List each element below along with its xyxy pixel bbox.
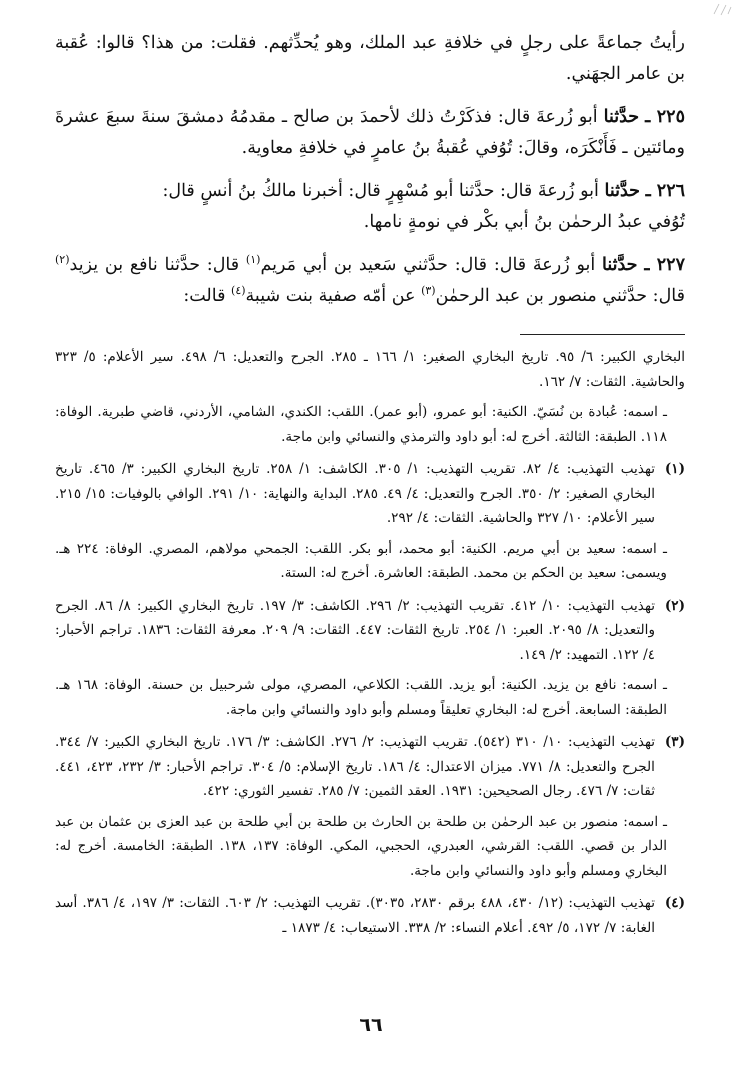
hadith-text: قالت: (183, 286, 226, 306)
footnote-marker: (٤) (664, 895, 685, 911)
hadith-text: أبو زُرعةَ قال: فذكَرْتُ ذلك لأحمدَ بن صالح ـ مقدمُهُ دمشقَ سنةَ سبعَ عشرةَ ومائتين ـ فَأَنْكَرَه، وقالَ: تُوُفي عُقبةُ بنُ عامرٍ في خلافةِ معاوية. (55, 107, 685, 158)
footnote-bio: ـ اسمه: سعيد بن أبي مريم. الكنية: أبو محمد، أبو بكر. اللقب: الجمحي مولاهم، المصري. الوفاة: ٢٢٤ هـ. ويسمى: سعيد بن الحكم بن محمد. الطبقة: العاشرة. أخرج له: الستة. (55, 540, 668, 581)
hadith-226 (55, 176, 685, 238)
footnote-ref-1[interactable]: (١) (245, 253, 261, 267)
hadith-text: أبو زُرعةَ قال: قال: حدَّثني سَعيد بن أبي مَريم (260, 255, 596, 275)
footnote-1 (55, 457, 685, 531)
page-content (55, 28, 685, 940)
hadith-keyword: حدَّثنا (604, 181, 640, 201)
footnote-divider (520, 334, 685, 335)
footnote-marker: (١) (664, 461, 685, 477)
hadith-227 (55, 250, 685, 312)
footnote-text: تهذيب التهذيب: ١٠/ ٤١٢. تقريب التهذيب: ٢/ ٢٩٦. الكاشف: ٣/ ١٩٧. تاريخ البخاري الكبير: ٨/ ٨٦. الجرح والتعديل: ٨/ ٢٠٩٥. العبر: ١/ ٢٥٤. تاريخ الثقات: ٤٤٧. الثقات: ٩/ ٢٠٩. معرفة الثقات: ١٨٣٦. تراجم الأحبار: ٤/ ١٢٢. التمهيد: ٢/ ١٤٩. (55, 597, 656, 663)
footnote-bio: ـ اسمه: منصور بن عبد الرحمٰن بن طلحة بن الحارث بن طلحة بن أبي طلحة بن عبد العزى بن عثمان بن عبد الدار بن قصي. اللقب: القرشي، العبدري، الحجبي، المكي. الوفاة: ١٣٧، ١٣٨. الطبقة: الخامسة. أخرج له: البخاري ومسلم وأبو داود والنسائي وابن ماجة. (55, 813, 667, 879)
hadith-keyword: حدَّثنا (603, 107, 640, 127)
footnote-3 (55, 730, 685, 804)
page-number: ٦٦ (359, 1014, 383, 1036)
footnote-ref-3[interactable]: (٣) (421, 284, 436, 298)
footnote-2 (55, 594, 685, 668)
hadith-text: عن أمّه صفية بنت شيبة (245, 286, 416, 306)
footnote-bio: ـ اسمه: نافع بن يزيد. الكنية: أبو يزيد. اللقب: الكلاعي، المصري، مولى شرحبيل بن حسنة. الوفاة: ١٦٨ هـ. الطبقة: السابعة. أخرج له: البخاري تعليقاً ومسلم وأبو داود والنسائي وابن ماجة. (55, 677, 667, 718)
hadith-keyword: حدَّثنا (602, 255, 638, 275)
footnote-ref-4[interactable]: (٤) (231, 284, 246, 298)
scan-mark-decoration (710, 2, 734, 16)
hadith-number: ٢٢٧ ـ (644, 255, 685, 275)
hadith-quote: تُوُفي عبدُ الرحمٰن بنُ أبي بكْر في نومةٍ نامها. (363, 212, 685, 232)
footnote-ref-2[interactable]: (٢) (55, 253, 70, 267)
footnote-marker: (٣) (664, 734, 685, 750)
hadith-number: ٢٢٦ ـ (645, 181, 685, 201)
paragraph-intro: رأيتُ جماعةً على رجلٍ في خلافةِ عبد الملك، وهو يُحدِّثهم. فقلت: من هذا؟ قالوا: عُقبة بن عامر الجهَني. (55, 33, 685, 84)
footnotes (55, 345, 685, 940)
main-text (55, 28, 685, 312)
hadith-225 (55, 102, 685, 164)
footnote-text: تهذيب التهذيب: ١٠/ ٣١٠ (٥٤٢). تقريب التهذيب: ٢/ ٢٧٦. الكاشف: ٣/ ١٧٦. تاريخ البخاري الكبير: ٧/ ٣٤٤. الجرح والتعديل: ٨/ ٧٧١. ميزان الاعتدال: ٤/ ١٨٦. تاريخ الإسلام: ٥/ ٣٠٤. تراجم الأحبار: ٣/ ٢٣٢، ٤٢٣، ٤٤١. ثقات: ٧/ ٤٧٦. رجال الصحيحين: ١٩٣١. العقد الثمين: ٧/ ٢٨٥. تفسير الثوري: ٤٢٢. (55, 734, 656, 799)
hadith-text: قال: حدَّثنا نافع بن يزيد (69, 255, 240, 275)
footnote-text: تهذيب التهذيب: ٤/ ٨٢. تقريب التهذيب: ١/ ٣٠٥. الكاشف: ١/ ٢٥٨. تاريخ البخاري الكبير: ٣/ ٤٦٥. تاريخ البخاري الصغير: ٢/ ٣٥٠. الجرح والتعديل: ٤/ ٤٩. ٢٨٥. البداية والنهاية: ١٠/ ٢٩١. الوافي بالوفيات: ١٥/ ٢١٥. سير الأعلام: ١٠/ ٣٢٧ والحاشية. الثقات: ٤/ ٢٩٢. (55, 461, 656, 526)
hadith-text: قال: حدَّثني منصور بن عبد الرحمٰن (435, 286, 685, 306)
footnote-4 (55, 891, 685, 940)
footnote-continuation: البخاري الكبير: ٦/ ٩٥. تاريخ البخاري الصغير: ١/ ١٦٦ ـ ٢٨٥. الجرح والتعديل: ٦/ ٤٩٨. سير الأعلام: ٥/ ٣٢٣ والحاشية. الثقات: ٧/ ١٦٢. (55, 349, 686, 390)
footnote-text: تهذيب التهذيب: (١٢/ ٤٣٠، ٤٨٨ برقم ٢٨٣٠، ٣٠٣٥). تقريب التهذيب: ٢/ ٦٠٣. الثقات: ٣/ ١٩٧، ٤/ ٣٨٦. أسد الغابة: ٧/ ١٧٢، ٥/ ٤٩٢. أعلام النساء: ٢/ ٣٣٨. الاستيعاب: ٤/ ١٨٧٣ ـ (55, 895, 655, 936)
footnote-marker: (٢) (664, 597, 685, 614)
footnote-bio: ـ اسمه: عُبادة بن نُسَيّ. الكنية: أبو عمرو، (أبو عمر). اللقب: الكندي، الشامي، الأردني، قاضي طبرية. الوفاة: ١١٨. الطبقة: الثالثة. أخرج له: أبو داود والترمذي والنسائي وابن ماجة. (55, 404, 667, 445)
hadith-text: أبو زُرعةَ قال: حدَّثنا أبو مُسْهِرٍ قال: أخبرنا مالكُ بنُ أنسٍ قال: (162, 181, 599, 201)
hadith-number: ٢٢٥ ـ (645, 107, 685, 127)
